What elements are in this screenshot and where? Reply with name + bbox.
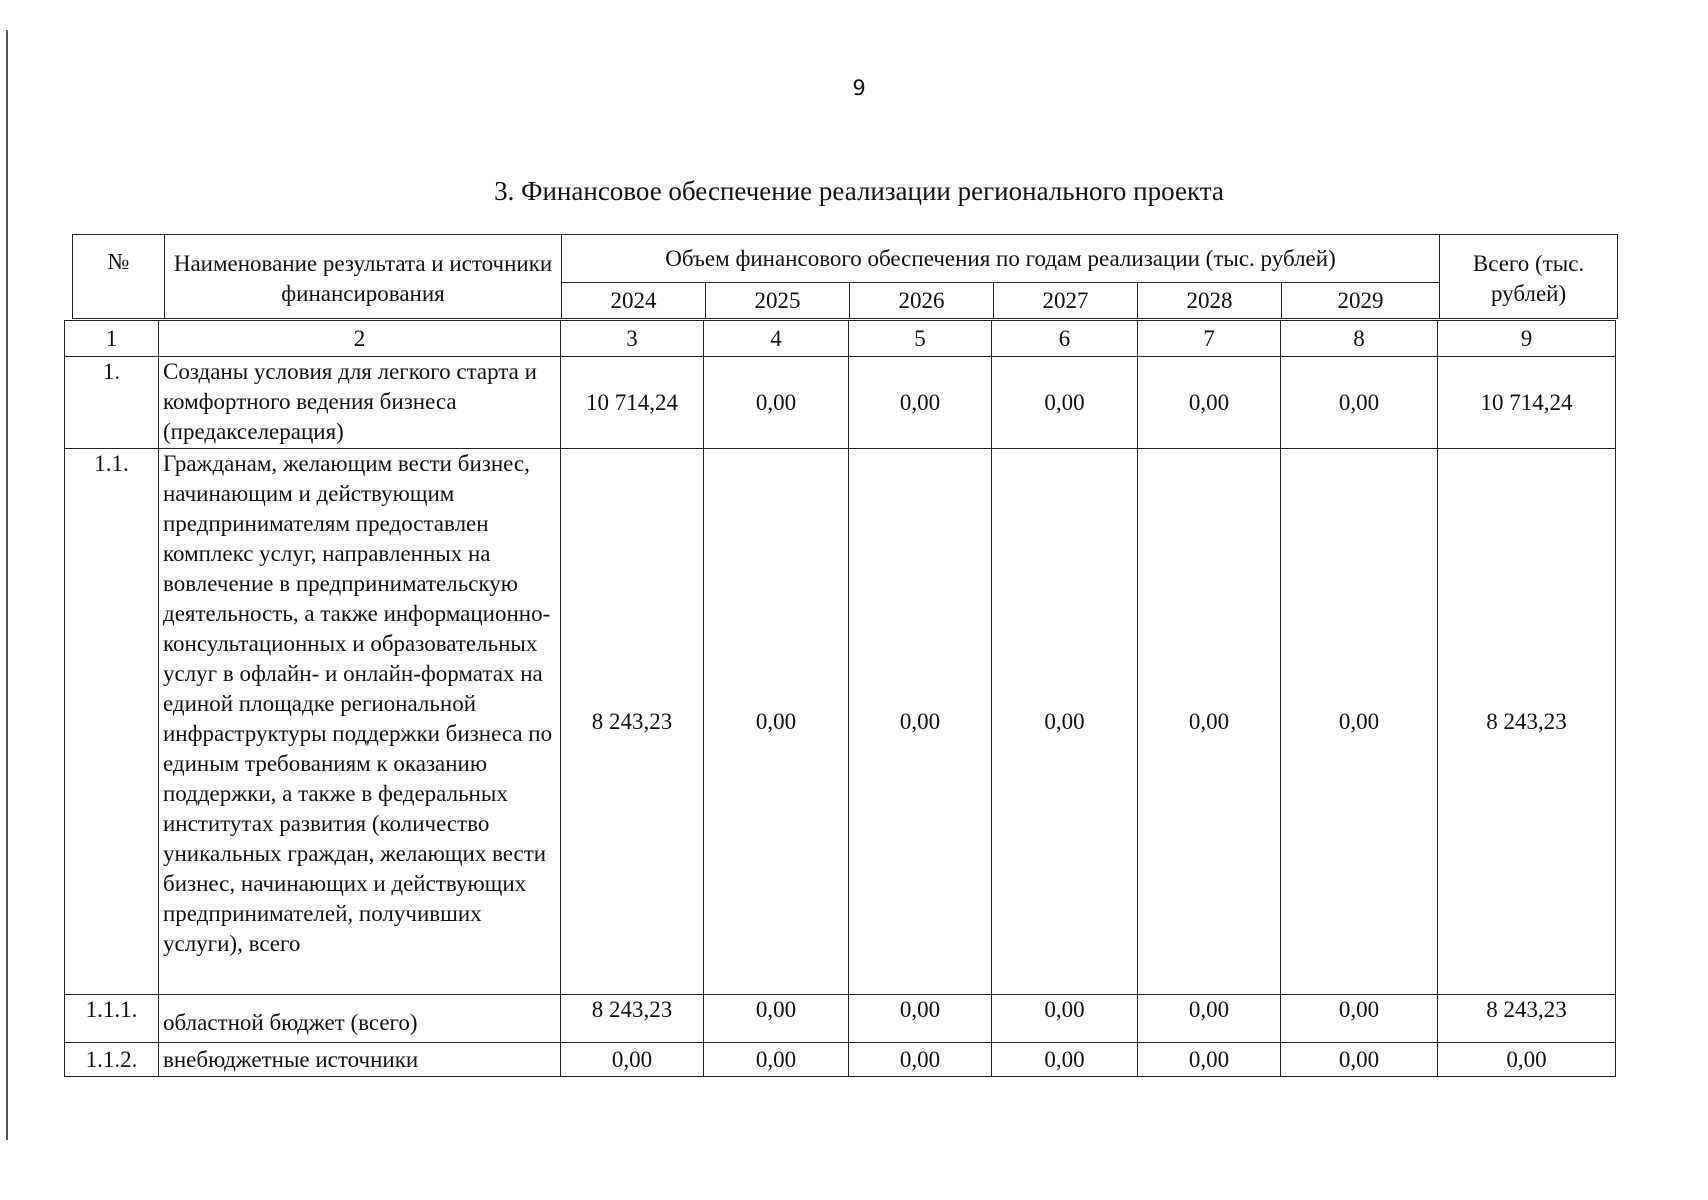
row-total: 10 714,24 bbox=[1438, 357, 1616, 449]
row-value: 0,00 bbox=[992, 357, 1138, 449]
header-total: Всего (тыс. рублей) bbox=[1440, 235, 1618, 319]
row-value: 0,00 bbox=[992, 995, 1138, 1043]
row-value: 0,00 bbox=[1281, 1043, 1438, 1077]
row-value: 10 714,24 bbox=[561, 357, 704, 449]
table-row bbox=[65, 357, 1616, 449]
column-number: 3 bbox=[561, 321, 704, 357]
column-number: 9 bbox=[1438, 321, 1616, 357]
column-number: 2 bbox=[159, 321, 561, 357]
row-value: 0,00 bbox=[1138, 1043, 1281, 1077]
row-number: 1.1.2. bbox=[65, 1043, 159, 1077]
row-value: 0,00 bbox=[849, 357, 992, 449]
header-year: 2024 bbox=[562, 283, 706, 319]
row-value: 0,00 bbox=[849, 995, 992, 1043]
column-number: 8 bbox=[1281, 321, 1438, 357]
section-title: 3. Финансовое обеспечение реализации регионального проекта bbox=[494, 176, 1224, 206]
row-value: 8 243,23 bbox=[561, 449, 704, 995]
header-name: Наименование результата и источники финансирования bbox=[165, 235, 562, 319]
header-year: 2028 bbox=[1138, 283, 1282, 319]
row-total: 8 243,23 bbox=[1438, 449, 1616, 995]
row-value: 0,00 bbox=[992, 1043, 1138, 1077]
column-number-row bbox=[65, 321, 1616, 357]
page-number: 9 bbox=[852, 76, 866, 100]
row-value: 0,00 bbox=[561, 1043, 704, 1077]
row-name: Гражданам, желающим вести бизнес, начинающим и действующим предпринимателям предоставлен комплекс услуг, направленных на вовлечение в предпринимательскую деятельность, а также информационно-консультационных и образовательных услуг в офлайн- и онлайн-форматах на единой площадке региональной инфраструктуры поддержки бизнеса по единым требованиям к оказанию поддержки, а также в федеральных институтах развития (количество уникальных граждан, желающих вести бизнес, начинающих и действующих предпринимателей, получивших услуги), всего bbox=[159, 449, 561, 995]
table-row bbox=[65, 449, 1616, 995]
row-value: 0,00 bbox=[704, 357, 849, 449]
table-row bbox=[65, 1043, 1616, 1077]
row-value: 0,00 bbox=[1138, 357, 1281, 449]
row-value: 0,00 bbox=[1138, 449, 1281, 995]
header-year: 2026 bbox=[850, 283, 994, 319]
row-total: 0,00 bbox=[1438, 1043, 1616, 1077]
row-number: 1. bbox=[65, 357, 159, 449]
column-number: 5 bbox=[849, 321, 992, 357]
row-value: 0,00 bbox=[704, 449, 849, 995]
column-number: 7 bbox=[1138, 321, 1281, 357]
row-number: 1.1.1. bbox=[65, 995, 159, 1043]
header-year: 2027 bbox=[994, 283, 1138, 319]
column-number: 4 bbox=[704, 321, 849, 357]
table-body bbox=[64, 320, 1616, 1077]
row-total: 8 243,23 bbox=[1438, 995, 1616, 1043]
row-name: Созданы условия для легкого старта и комфортного ведения бизнеса (предакселерация) bbox=[159, 357, 561, 449]
row-value: 8 243,23 bbox=[561, 995, 704, 1043]
header-year: 2029 bbox=[1282, 283, 1440, 319]
row-value: 0,00 bbox=[1138, 995, 1281, 1043]
header-no: № bbox=[73, 235, 165, 319]
row-number: 1.1. bbox=[65, 449, 159, 995]
row-name: внебюджетные источники bbox=[159, 1043, 561, 1077]
table-row bbox=[65, 995, 1616, 1043]
row-value: 0,00 bbox=[1281, 449, 1438, 995]
row-value: 0,00 bbox=[849, 1043, 992, 1077]
row-value: 0,00 bbox=[1281, 995, 1438, 1043]
row-value: 0,00 bbox=[849, 449, 992, 995]
table-header bbox=[72, 234, 1618, 319]
header-volume: Объем финансового обеспечения по годам реализации (тыс. рублей) bbox=[562, 235, 1440, 283]
row-value: 0,00 bbox=[992, 449, 1138, 995]
column-number: 6 bbox=[992, 321, 1138, 357]
row-value: 0,00 bbox=[704, 1043, 849, 1077]
header-year: 2025 bbox=[706, 283, 850, 319]
row-value: 0,00 bbox=[704, 995, 849, 1043]
row-name: областной бюджет (всего) bbox=[159, 995, 561, 1043]
row-value: 0,00 bbox=[1281, 357, 1438, 449]
column-number: 1 bbox=[65, 321, 159, 357]
